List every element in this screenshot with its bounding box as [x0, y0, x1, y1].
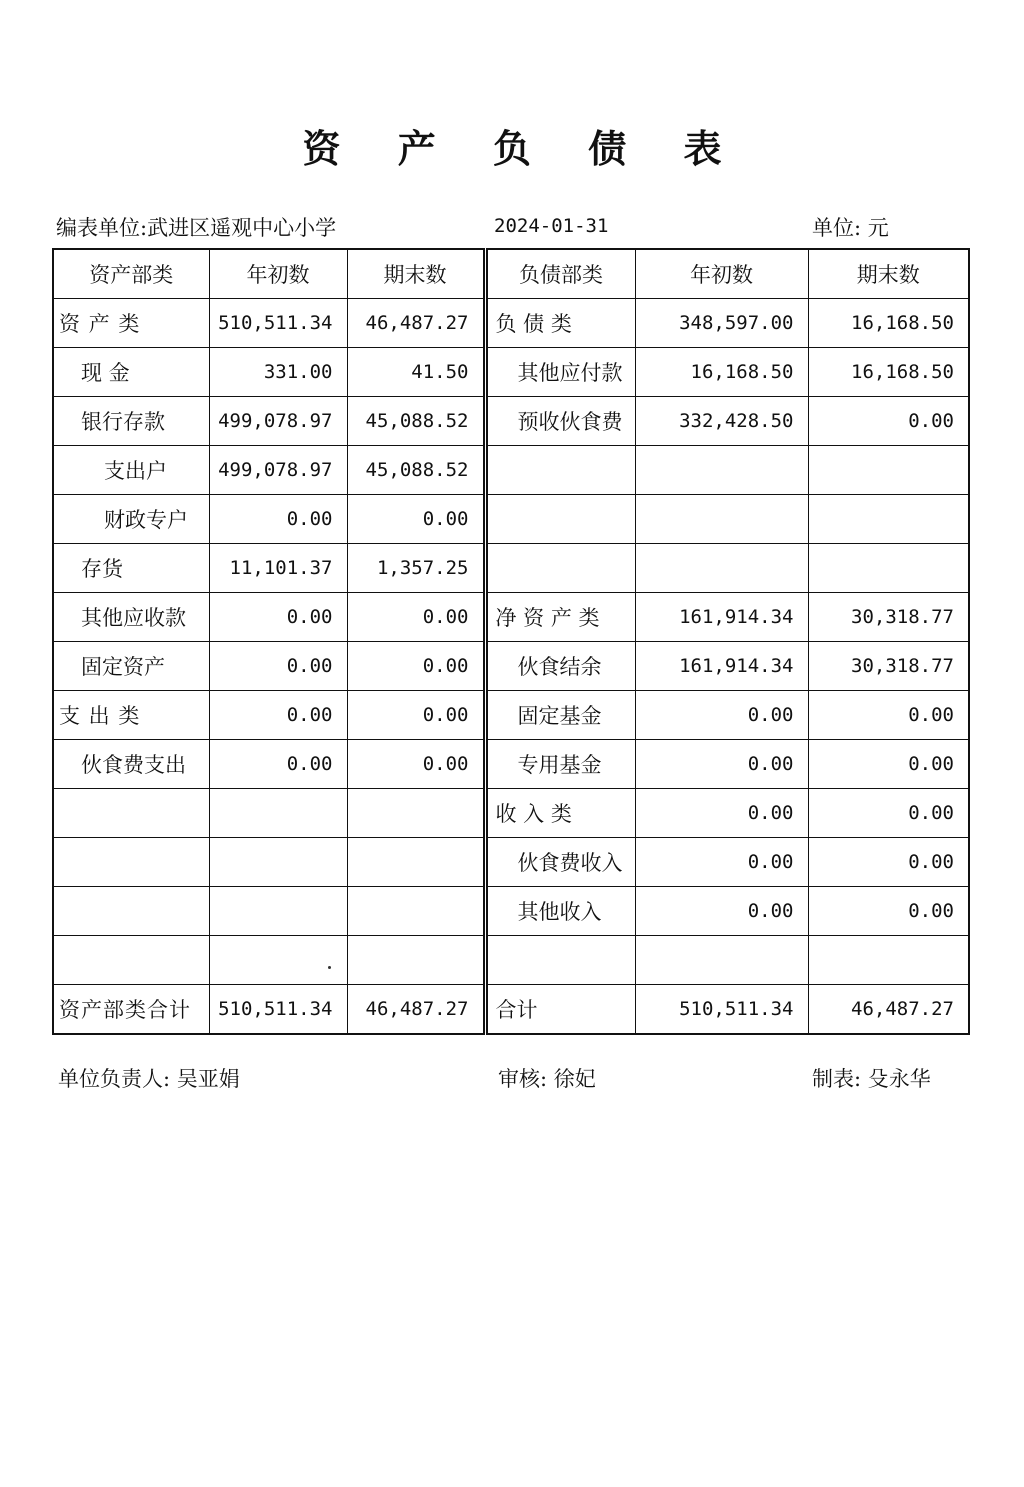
- liability-end-cell: 0.00: [808, 740, 969, 789]
- asset-end-cell: 0.00: [347, 593, 485, 642]
- liability-begin-cell: [635, 936, 808, 985]
- balance-sheet-table: [52, 248, 970, 1035]
- column-header-liability-begin: 年初数: [635, 249, 808, 299]
- asset-category-cell: 支 出 类: [53, 691, 209, 740]
- asset-begin-cell: 0.00: [209, 593, 347, 642]
- liability-end-cell: [808, 495, 969, 544]
- asset-category-cell: [53, 789, 209, 838]
- asset-end-cell: [347, 838, 485, 887]
- asset-category-cell: [53, 887, 209, 936]
- liability-end-cell: 30,318.77: [808, 593, 969, 642]
- page-title: 资 产 负 债 表: [302, 126, 744, 171]
- liability-end-cell: 0.00: [808, 789, 969, 838]
- asset-begin-cell: 499,078.97: [209, 446, 347, 495]
- liability-category-cell: [485, 495, 635, 544]
- liability-begin-cell: [635, 446, 808, 495]
- asset-begin-cell: [209, 838, 347, 887]
- table-row: [53, 544, 969, 593]
- table-row: [53, 495, 969, 544]
- column-header-liability-end: 期末数: [808, 249, 969, 299]
- currency-unit: 单位: 元: [812, 216, 889, 240]
- table-row: [53, 397, 969, 446]
- asset-category-cell: 支出户: [53, 446, 209, 495]
- table-row: [53, 642, 969, 691]
- asset-end-cell: 0.00: [347, 495, 485, 544]
- asset-end-cell: 0.00: [347, 691, 485, 740]
- liability-begin-cell: 332,428.50: [635, 397, 808, 446]
- table-row: [53, 887, 969, 936]
- asset-category-cell: 现 金: [53, 348, 209, 397]
- liability-category-cell: 预收伙食费: [485, 397, 635, 446]
- liability-category-cell: 负 债 类: [485, 299, 635, 348]
- liability-begin-cell: 161,914.34: [635, 642, 808, 691]
- liability-begin-cell: 510,511.34: [635, 985, 808, 1035]
- column-header-asset-category: 资产部类: [53, 249, 209, 299]
- table-row: [53, 985, 969, 1035]
- asset-category-cell: [53, 936, 209, 985]
- liability-category-cell: 伙食费收入: [485, 838, 635, 887]
- preparer: 制表: 殳永华: [812, 1067, 931, 1091]
- liability-begin-cell: 0.00: [635, 789, 808, 838]
- asset-category-cell: 资 产 类: [53, 299, 209, 348]
- asset-end-cell: [347, 936, 485, 985]
- asset-end-cell: 41.50: [347, 348, 485, 397]
- liability-category-cell: 专用基金: [485, 740, 635, 789]
- liability-end-cell: 16,168.50: [808, 348, 969, 397]
- liability-end-cell: 0.00: [808, 887, 969, 936]
- asset-begin-cell: [209, 887, 347, 936]
- table-row: [53, 740, 969, 789]
- asset-begin-cell: 0.00: [209, 642, 347, 691]
- asset-category-cell: 伙食费支出: [53, 740, 209, 789]
- asset-category-cell: 财政专户: [53, 495, 209, 544]
- column-header-asset-end: 期末数: [347, 249, 485, 299]
- reporting-unit: 编表单位:武进区遥观中心小学: [56, 216, 337, 240]
- asset-end-cell: [347, 887, 485, 936]
- asset-begin-cell: [209, 936, 347, 985]
- asset-begin-cell: 510,511.34: [209, 299, 347, 348]
- liability-begin-cell: [635, 495, 808, 544]
- table-row: [53, 299, 969, 348]
- liability-end-cell: [808, 446, 969, 495]
- asset-category-cell: 资产部类合计: [53, 985, 209, 1035]
- liability-end-cell: 0.00: [808, 691, 969, 740]
- liability-category-cell: 其他应付款: [485, 348, 635, 397]
- liability-category-cell: 合计: [485, 985, 635, 1035]
- liability-category-cell: 其他收入: [485, 887, 635, 936]
- asset-begin-cell: 11,101.37: [209, 544, 347, 593]
- asset-begin-cell: 510,511.34: [209, 985, 347, 1035]
- liability-begin-cell: 16,168.50: [635, 348, 808, 397]
- table-row: [53, 789, 969, 838]
- report-date: 2024-01-31: [494, 215, 609, 237]
- liability-end-cell: 0.00: [808, 838, 969, 887]
- asset-category-cell: [53, 838, 209, 887]
- column-header-liability-category: 负债部类: [485, 249, 635, 299]
- liability-begin-cell: 0.00: [635, 740, 808, 789]
- table-row: [53, 691, 969, 740]
- liability-category-cell: [485, 544, 635, 593]
- scan-speck: [328, 966, 331, 969]
- asset-end-cell: 45,088.52: [347, 446, 485, 495]
- table-row: [53, 593, 969, 642]
- asset-category-cell: 存货: [53, 544, 209, 593]
- asset-begin-cell: 0.00: [209, 740, 347, 789]
- liability-category-cell: 伙食结余: [485, 642, 635, 691]
- liability-category-cell: [485, 446, 635, 495]
- liability-category-cell: 固定基金: [485, 691, 635, 740]
- asset-begin-cell: [209, 789, 347, 838]
- liability-category-cell: 收 入 类: [485, 789, 635, 838]
- asset-end-cell: 46,487.27: [347, 299, 485, 348]
- liability-begin-cell: 0.00: [635, 887, 808, 936]
- table-row: [53, 838, 969, 887]
- table-row: [53, 936, 969, 985]
- liability-begin-cell: 0.00: [635, 838, 808, 887]
- liability-begin-cell: 161,914.34: [635, 593, 808, 642]
- asset-begin-cell: 0.00: [209, 495, 347, 544]
- asset-end-cell: 45,088.52: [347, 397, 485, 446]
- column-header-asset-begin: 年初数: [209, 249, 347, 299]
- asset-begin-cell: 331.00: [209, 348, 347, 397]
- reviewer: 审核: 徐妃: [498, 1067, 596, 1091]
- asset-end-cell: 0.00: [347, 642, 485, 691]
- table-row: [53, 348, 969, 397]
- table-header-row: [53, 249, 969, 299]
- liability-end-cell: 30,318.77: [808, 642, 969, 691]
- table-row: [53, 446, 969, 495]
- liability-category-cell: 净 资 产 类: [485, 593, 635, 642]
- liability-begin-cell: [635, 544, 808, 593]
- responsible-person: 单位负责人: 吴亚娟: [58, 1067, 240, 1091]
- asset-begin-cell: 0.00: [209, 691, 347, 740]
- liability-end-cell: [808, 544, 969, 593]
- asset-category-cell: 银行存款: [53, 397, 209, 446]
- asset-end-cell: 0.00: [347, 740, 485, 789]
- asset-end-cell: 46,487.27: [347, 985, 485, 1035]
- asset-end-cell: [347, 789, 485, 838]
- liability-end-cell: [808, 936, 969, 985]
- asset-category-cell: 固定资产: [53, 642, 209, 691]
- asset-begin-cell: 499,078.97: [209, 397, 347, 446]
- liability-begin-cell: 0.00: [635, 691, 808, 740]
- liability-begin-cell: 348,597.00: [635, 299, 808, 348]
- asset-end-cell: 1,357.25: [347, 544, 485, 593]
- liability-end-cell: 46,487.27: [808, 985, 969, 1035]
- liability-category-cell: [485, 936, 635, 985]
- liability-end-cell: 0.00: [808, 397, 969, 446]
- asset-category-cell: 其他应收款: [53, 593, 209, 642]
- liability-end-cell: 16,168.50: [808, 299, 969, 348]
